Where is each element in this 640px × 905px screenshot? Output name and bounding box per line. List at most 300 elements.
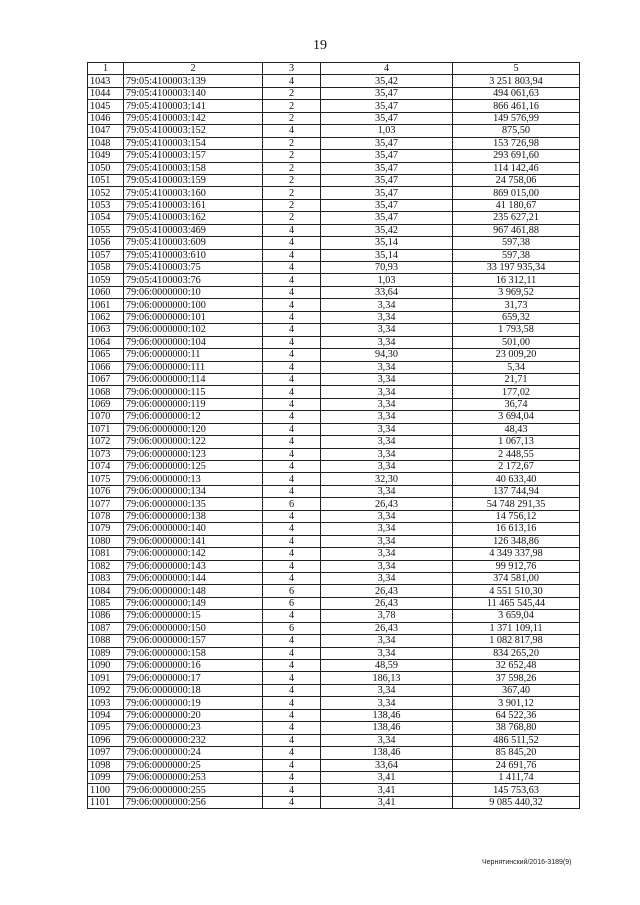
row-number-cell: 1068 (88, 386, 124, 398)
rate-cell: 3,34 (321, 311, 453, 323)
rate-cell: 26,43 (321, 585, 453, 597)
cadastral-number-cell: 79:06:0000000:111 (124, 361, 263, 373)
value-cell: 3 901,12 (453, 697, 580, 709)
rate-cell: 35,42 (321, 75, 453, 87)
rate-cell: 35,42 (321, 224, 453, 236)
row-number-cell: 1082 (88, 560, 124, 572)
cadastral-number-cell: 79:05:4100003:75 (124, 262, 263, 274)
table-row (88, 672, 580, 684)
category-cell: 4 (263, 274, 321, 286)
row-number-cell: 1083 (88, 572, 124, 584)
rate-cell: 35,47 (321, 150, 453, 162)
row-number-cell: 1045 (88, 100, 124, 112)
category-cell: 4 (263, 436, 321, 448)
table-row (88, 112, 580, 124)
row-number-cell: 1047 (88, 125, 124, 137)
rate-cell: 1,03 (321, 274, 453, 286)
value-cell: 501,00 (453, 336, 580, 348)
row-number-cell: 1096 (88, 734, 124, 746)
cadastral-number-cell: 79:06:0000000:13 (124, 473, 263, 485)
row-number-cell: 1069 (88, 398, 124, 410)
cadastral-number-cell: 79:05:4100003:610 (124, 249, 263, 261)
cadastral-number-cell: 79:06:0000000:138 (124, 510, 263, 522)
value-cell: 834 265,20 (453, 647, 580, 659)
rate-cell: 26,43 (321, 498, 453, 510)
value-cell: 99 912,76 (453, 560, 580, 572)
rate-cell: 138,46 (321, 747, 453, 759)
cadastral-number-cell: 79:06:0000000:100 (124, 299, 263, 311)
value-cell: 31,73 (453, 299, 580, 311)
value-cell: 875,50 (453, 125, 580, 137)
value-cell: 235 627,21 (453, 212, 580, 224)
row-number-cell: 1053 (88, 199, 124, 211)
category-cell: 2 (263, 87, 321, 99)
value-cell: 3 969,52 (453, 286, 580, 298)
cadastral-number-cell: 79:05:4100003:139 (124, 75, 263, 87)
rate-cell: 3,34 (321, 324, 453, 336)
rate-cell: 3,34 (321, 423, 453, 435)
cadastral-number-cell: 79:05:4100003:140 (124, 87, 263, 99)
rate-cell: 35,47 (321, 137, 453, 149)
table-row (88, 784, 580, 796)
value-cell: 4 349 337,98 (453, 548, 580, 560)
table-row (88, 336, 580, 348)
table-row (88, 187, 580, 199)
column-header-3: 3 (263, 63, 321, 75)
value-cell: 126 348,86 (453, 535, 580, 547)
row-number-cell: 1099 (88, 771, 124, 783)
cadastral-number-cell: 79:06:0000000:134 (124, 485, 263, 497)
table-row (88, 622, 580, 634)
category-cell: 4 (263, 647, 321, 659)
value-cell: 24 758,06 (453, 174, 580, 186)
rate-cell: 35,47 (321, 199, 453, 211)
rate-cell: 186,13 (321, 672, 453, 684)
category-cell: 4 (263, 373, 321, 385)
rate-cell: 138,46 (321, 722, 453, 734)
table-row (88, 572, 580, 584)
row-number-cell: 1084 (88, 585, 124, 597)
rate-cell: 3,34 (321, 373, 453, 385)
table-row (88, 174, 580, 186)
table-row (88, 771, 580, 783)
category-cell: 4 (263, 510, 321, 522)
category-cell: 4 (263, 635, 321, 647)
cadastral-number-cell: 79:06:0000000:102 (124, 324, 263, 336)
rate-cell: 3,34 (321, 448, 453, 460)
table-row (88, 423, 580, 435)
cadastral-number-cell: 79:06:0000000:24 (124, 747, 263, 759)
cadastral-number-cell: 79:06:0000000:144 (124, 572, 263, 584)
cadastral-number-cell: 79:05:4100003:76 (124, 274, 263, 286)
table-row (88, 585, 580, 597)
value-cell: 38 768,80 (453, 722, 580, 734)
category-cell: 2 (263, 100, 321, 112)
table-row (88, 709, 580, 721)
cadastral-number-cell: 79:06:0000000:125 (124, 461, 263, 473)
rate-cell: 3,34 (321, 684, 453, 696)
row-number-cell: 1064 (88, 336, 124, 348)
rate-cell: 94,30 (321, 349, 453, 361)
category-cell: 6 (263, 597, 321, 609)
row-number-cell: 1095 (88, 722, 124, 734)
cadastral-number-cell: 79:06:0000000:149 (124, 597, 263, 609)
row-number-cell: 1085 (88, 597, 124, 609)
row-number-cell: 1077 (88, 498, 124, 510)
value-cell: 486 511,52 (453, 734, 580, 746)
category-cell: 4 (263, 361, 321, 373)
value-cell: 597,38 (453, 237, 580, 249)
value-cell: 114 142,46 (453, 162, 580, 174)
rate-cell: 35,14 (321, 237, 453, 249)
row-number-cell: 1043 (88, 75, 124, 87)
category-cell: 4 (263, 262, 321, 274)
rate-cell: 3,34 (321, 572, 453, 584)
rate-cell: 3,34 (321, 436, 453, 448)
category-cell: 2 (263, 137, 321, 149)
cadastral-number-cell: 79:06:0000000:10 (124, 286, 263, 298)
row-number-cell: 1093 (88, 697, 124, 709)
category-cell: 4 (263, 771, 321, 783)
cadastral-number-cell: 79:05:4100003:142 (124, 112, 263, 124)
row-number-cell: 1065 (88, 349, 124, 361)
category-cell: 4 (263, 548, 321, 560)
table-row (88, 125, 580, 137)
table-row (88, 684, 580, 696)
table-row (88, 660, 580, 672)
value-cell: 40 633,40 (453, 473, 580, 485)
rate-cell: 138,46 (321, 709, 453, 721)
cadastral-number-cell: 79:05:4100003:159 (124, 174, 263, 186)
table-row (88, 137, 580, 149)
category-cell: 4 (263, 398, 321, 410)
cadastral-number-cell: 79:06:0000000:140 (124, 523, 263, 535)
row-number-cell: 1078 (88, 510, 124, 522)
row-number-cell: 1100 (88, 784, 124, 796)
table-row (88, 510, 580, 522)
category-cell: 4 (263, 610, 321, 622)
row-number-cell: 1088 (88, 635, 124, 647)
category-cell: 4 (263, 485, 321, 497)
value-cell: 24 691,76 (453, 759, 580, 771)
rate-cell: 35,14 (321, 249, 453, 261)
land-plots-table (87, 62, 580, 809)
value-cell: 64 522,36 (453, 709, 580, 721)
value-cell: 1 371 109,11 (453, 622, 580, 634)
value-cell: 41 180,67 (453, 199, 580, 211)
rate-cell: 35,47 (321, 162, 453, 174)
value-cell: 967 461,88 (453, 224, 580, 236)
category-cell: 6 (263, 622, 321, 634)
value-cell: 32 652,48 (453, 660, 580, 672)
row-number-cell: 1075 (88, 473, 124, 485)
table-row (88, 100, 580, 112)
cadastral-number-cell: 79:05:4100003:154 (124, 137, 263, 149)
category-cell: 4 (263, 224, 321, 236)
value-cell: 374 581,00 (453, 572, 580, 584)
table-row (88, 299, 580, 311)
row-number-cell: 1060 (88, 286, 124, 298)
cadastral-number-cell: 79:06:0000000:120 (124, 423, 263, 435)
row-number-cell: 1073 (88, 448, 124, 460)
row-number-cell: 1094 (88, 709, 124, 721)
cadastral-number-cell: 79:06:0000000:253 (124, 771, 263, 783)
category-cell: 2 (263, 187, 321, 199)
row-number-cell: 1062 (88, 311, 124, 323)
category-cell: 4 (263, 759, 321, 771)
row-number-cell: 1098 (88, 759, 124, 771)
value-cell: 14 756,12 (453, 510, 580, 522)
value-cell: 1 082 817,98 (453, 635, 580, 647)
rate-cell: 3,34 (321, 697, 453, 709)
rate-cell: 3,34 (321, 336, 453, 348)
rate-cell: 3,34 (321, 560, 453, 572)
rate-cell: 33,64 (321, 286, 453, 298)
value-cell: 494 061,63 (453, 87, 580, 99)
table-row (88, 212, 580, 224)
table-row (88, 485, 580, 497)
value-cell: 16 613,16 (453, 523, 580, 535)
rate-cell: 3,41 (321, 771, 453, 783)
value-cell: 23 009,20 (453, 349, 580, 361)
table-row (88, 349, 580, 361)
value-cell: 54 748 291,35 (453, 498, 580, 510)
cadastral-number-cell: 79:06:0000000:115 (124, 386, 263, 398)
row-number-cell: 1089 (88, 647, 124, 659)
column-header-4: 4 (321, 63, 453, 75)
value-cell: 1 067,13 (453, 436, 580, 448)
row-number-cell: 1081 (88, 548, 124, 560)
category-cell: 4 (263, 473, 321, 485)
page-number: 19 (313, 38, 327, 53)
value-cell: 48,43 (453, 423, 580, 435)
document-footer: Чернятинский/2016-3189(9) (482, 859, 572, 866)
table-row (88, 697, 580, 709)
table-row (88, 635, 580, 647)
category-cell: 4 (263, 672, 321, 684)
table-row (88, 411, 580, 423)
table-row (88, 237, 580, 249)
row-number-cell: 1076 (88, 485, 124, 497)
row-number-cell: 1050 (88, 162, 124, 174)
table-row (88, 162, 580, 174)
table-header (88, 63, 580, 75)
table-row (88, 535, 580, 547)
cadastral-number-cell: 79:06:0000000:18 (124, 684, 263, 696)
cadastral-number-cell: 79:06:0000000:256 (124, 796, 263, 808)
row-number-cell: 1074 (88, 461, 124, 473)
category-cell: 4 (263, 660, 321, 672)
row-number-cell: 1080 (88, 535, 124, 547)
category-cell: 2 (263, 162, 321, 174)
table-row (88, 734, 580, 746)
category-cell: 4 (263, 560, 321, 572)
row-number-cell: 1063 (88, 324, 124, 336)
table-row (88, 722, 580, 734)
table-row (88, 610, 580, 622)
row-number-cell: 1054 (88, 212, 124, 224)
rate-cell: 3,34 (321, 361, 453, 373)
value-cell: 177,02 (453, 386, 580, 398)
category-cell: 4 (263, 572, 321, 584)
table-row (88, 448, 580, 460)
value-cell: 659,32 (453, 311, 580, 323)
row-number-cell: 1059 (88, 274, 124, 286)
row-number-cell: 1061 (88, 299, 124, 311)
table-row (88, 461, 580, 473)
category-cell: 4 (263, 448, 321, 460)
table-row (88, 498, 580, 510)
cadastral-number-cell: 79:06:0000000:232 (124, 734, 263, 746)
row-number-cell: 1071 (88, 423, 124, 435)
table-row (88, 75, 580, 87)
rate-cell: 3,34 (321, 299, 453, 311)
table-row (88, 560, 580, 572)
category-cell: 2 (263, 199, 321, 211)
row-number-cell: 1052 (88, 187, 124, 199)
table-row (88, 262, 580, 274)
value-cell: 293 691,60 (453, 150, 580, 162)
value-cell: 5,34 (453, 361, 580, 373)
cadastral-number-cell: 79:05:4100003:609 (124, 237, 263, 249)
value-cell: 3 251 803,94 (453, 75, 580, 87)
table-row (88, 647, 580, 659)
table-row (88, 597, 580, 609)
cadastral-number-cell: 79:06:0000000:23 (124, 722, 263, 734)
category-cell: 4 (263, 286, 321, 298)
category-cell: 4 (263, 697, 321, 709)
table-body (88, 75, 580, 809)
cadastral-number-cell: 79:06:0000000:157 (124, 635, 263, 647)
cadastral-number-cell: 79:06:0000000:255 (124, 784, 263, 796)
row-number-cell: 1091 (88, 672, 124, 684)
value-cell: 2 448,55 (453, 448, 580, 460)
table-row (88, 523, 580, 535)
category-cell: 4 (263, 796, 321, 808)
category-cell: 4 (263, 299, 321, 311)
row-number-cell: 1049 (88, 150, 124, 162)
category-cell: 6 (263, 498, 321, 510)
cadastral-number-cell: 79:06:0000000:141 (124, 535, 263, 547)
cadastral-number-cell: 79:06:0000000:19 (124, 697, 263, 709)
row-number-cell: 1072 (88, 436, 124, 448)
table-row (88, 249, 580, 261)
category-cell: 4 (263, 75, 321, 87)
value-cell: 33 197 935,34 (453, 262, 580, 274)
table-row (88, 473, 580, 485)
table-row (88, 759, 580, 771)
rate-cell: 48,59 (321, 660, 453, 672)
cadastral-number-cell: 79:05:4100003:469 (124, 224, 263, 236)
category-cell: 4 (263, 125, 321, 137)
category-cell: 4 (263, 535, 321, 547)
category-cell: 4 (263, 461, 321, 473)
rate-cell: 3,34 (321, 510, 453, 522)
category-cell: 4 (263, 249, 321, 261)
row-number-cell: 1055 (88, 224, 124, 236)
rate-cell: 33,64 (321, 759, 453, 771)
category-cell: 4 (263, 386, 321, 398)
rate-cell: 35,47 (321, 100, 453, 112)
cadastral-number-cell: 79:06:0000000:150 (124, 622, 263, 634)
rate-cell: 3,34 (321, 647, 453, 659)
cadastral-number-cell: 79:06:0000000:143 (124, 560, 263, 572)
cadastral-number-cell: 79:06:0000000:148 (124, 585, 263, 597)
row-number-cell: 1070 (88, 411, 124, 423)
value-cell: 866 461,16 (453, 100, 580, 112)
row-number-cell: 1097 (88, 747, 124, 759)
table-row (88, 286, 580, 298)
value-cell: 367,40 (453, 684, 580, 696)
value-cell: 2 172,67 (453, 461, 580, 473)
category-cell: 4 (263, 722, 321, 734)
value-cell: 1 793,58 (453, 324, 580, 336)
cadastral-number-cell: 79:05:4100003:161 (124, 199, 263, 211)
cadastral-number-cell: 79:06:0000000:17 (124, 672, 263, 684)
rate-cell: 35,47 (321, 87, 453, 99)
rate-cell: 3,34 (321, 386, 453, 398)
value-cell: 3 694,04 (453, 411, 580, 423)
category-cell: 4 (263, 734, 321, 746)
category-cell: 4 (263, 684, 321, 696)
header-row (88, 63, 580, 75)
row-number-cell: 1051 (88, 174, 124, 186)
cadastral-number-cell: 79:05:4100003:158 (124, 162, 263, 174)
rate-cell: 26,43 (321, 597, 453, 609)
cadastral-number-cell: 79:06:0000000:16 (124, 660, 263, 672)
table-row (88, 398, 580, 410)
category-cell: 2 (263, 212, 321, 224)
rate-cell: 3,34 (321, 734, 453, 746)
rate-cell: 3,34 (321, 411, 453, 423)
category-cell: 4 (263, 709, 321, 721)
category-cell: 4 (263, 311, 321, 323)
cadastral-number-cell: 79:06:0000000:123 (124, 448, 263, 460)
value-cell: 16 312,11 (453, 274, 580, 286)
column-header-5: 5 (453, 63, 580, 75)
row-number-cell: 1057 (88, 249, 124, 261)
category-cell: 2 (263, 174, 321, 186)
cadastral-number-cell: 79:06:0000000:15 (124, 610, 263, 622)
rate-cell: 35,47 (321, 187, 453, 199)
rate-cell: 26,43 (321, 622, 453, 634)
rate-cell: 3,78 (321, 610, 453, 622)
value-cell: 1 411,74 (453, 771, 580, 783)
column-header-1: 1 (88, 63, 124, 75)
value-cell: 36,74 (453, 398, 580, 410)
rate-cell: 3,34 (321, 523, 453, 535)
row-number-cell: 1048 (88, 137, 124, 149)
cadastral-number-cell: 79:06:0000000:122 (124, 436, 263, 448)
rate-cell: 3,34 (321, 635, 453, 647)
category-cell: 4 (263, 411, 321, 423)
table-row (88, 87, 580, 99)
category-cell: 2 (263, 150, 321, 162)
table-row (88, 150, 580, 162)
cadastral-number-cell: 79:05:4100003:157 (124, 150, 263, 162)
category-cell: 4 (263, 423, 321, 435)
row-number-cell: 1101 (88, 796, 124, 808)
value-cell: 4 551 510,30 (453, 585, 580, 597)
table-row (88, 224, 580, 236)
rate-cell: 3,34 (321, 398, 453, 410)
cadastral-number-cell: 79:06:0000000:119 (124, 398, 263, 410)
value-cell: 9 085 440,32 (453, 796, 580, 808)
category-cell: 4 (263, 237, 321, 249)
cadastral-number-cell: 79:05:4100003:160 (124, 187, 263, 199)
value-cell: 85 845,20 (453, 747, 580, 759)
category-cell: 4 (263, 523, 321, 535)
